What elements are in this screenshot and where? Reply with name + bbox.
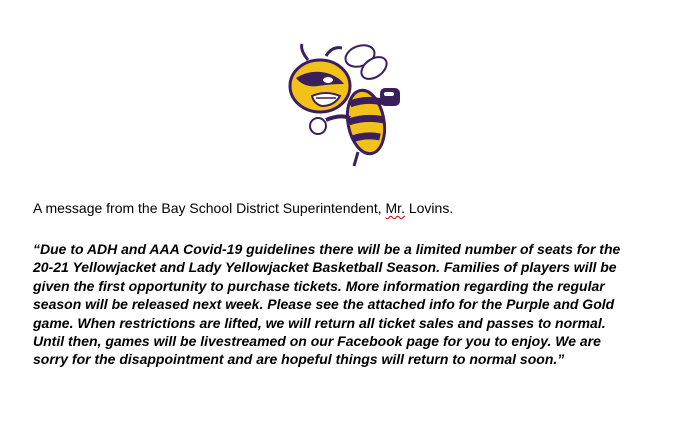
quote-line: “Due to ADH and AAA Covid-19 guidelines there will be a limited number of seats for the — [33, 241, 621, 257]
quote-line: game. When restrictions are lifted, we will return all ticket sales and passes to normal. — [33, 314, 606, 331]
intro-message — [33, 199, 453, 217]
quote-line: season will be released next week. Please see the attached info for the Purple and Gold — [33, 296, 615, 313]
yellowjacket-mascot-icon — [278, 40, 412, 170]
quote-line: sorry for the disappointment and are hopeful things will return to normal soon.” — [33, 351, 565, 368]
quote-line: 20-21 Yellowjacket and Lady Yellowjacket Basketball Season. Families of players will be — [33, 259, 617, 276]
intro-name: Mr. — [385, 200, 405, 216]
quote-line: given the first opportunity to purchase tickets. More information regarding the regular — [33, 277, 605, 294]
intro-prefix: A message from the Bay School District Superintendent, — [33, 200, 386, 216]
intro-suffix: Lovins. — [404, 200, 454, 216]
superintendent-quote — [33, 240, 663, 369]
quote-line: Until then, games will be livestreamed on our Facebook page for you to enjoy. We are — [33, 333, 601, 350]
